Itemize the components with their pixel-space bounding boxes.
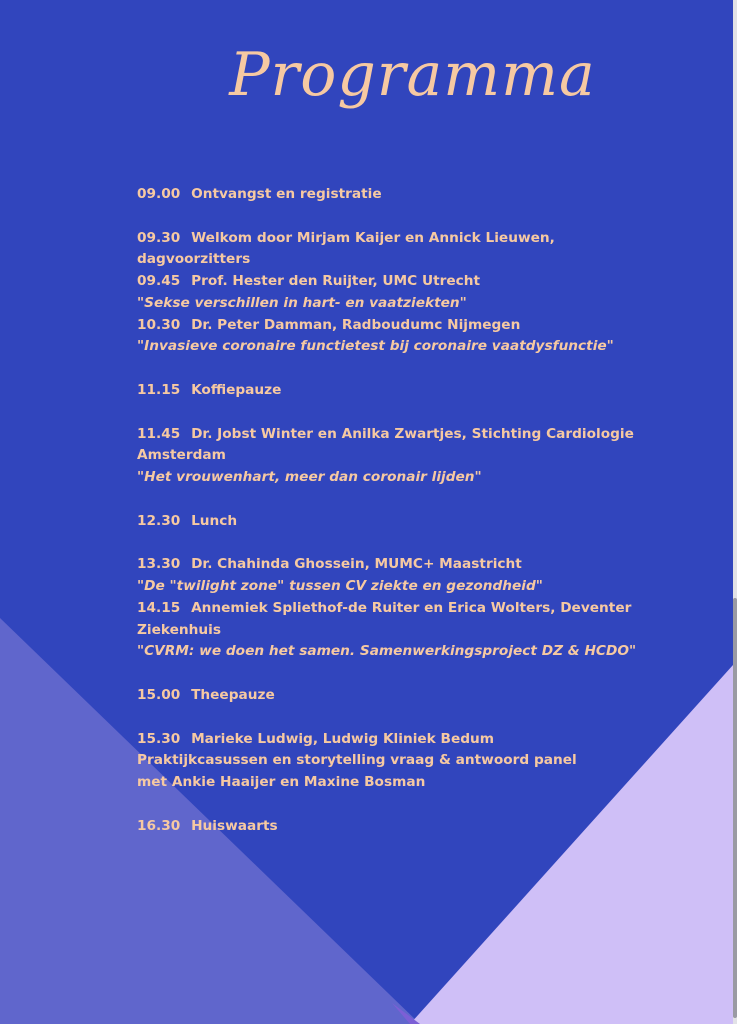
time-label: 11.15	[137, 381, 181, 398]
talk-title: "Invasieve coronaire functietest bij coronaire vaatdysfunctie"	[137, 338, 614, 355]
schedule-line	[137, 228, 717, 250]
item-text: Huiswaarts	[191, 817, 278, 834]
schedule-line	[137, 816, 717, 838]
item-text: Lunch	[191, 512, 238, 529]
item-text: Ontvangst en registratie	[191, 186, 382, 202]
schedule-line	[137, 271, 717, 293]
schedule-line: dagvoorzitters	[137, 251, 251, 268]
schedule-block	[137, 424, 717, 489]
time-label: 09.30	[137, 229, 181, 246]
item-text: Dr. Chahinda Ghossein, MUMC+ Maastricht	[191, 556, 522, 573]
time-label: 14.15	[137, 599, 181, 616]
schedule-block	[137, 228, 717, 358]
schedule-line	[137, 315, 717, 337]
schedule-line	[137, 511, 717, 533]
item-text: Theepauze	[191, 686, 275, 703]
time-label: 09.00	[137, 186, 181, 202]
item-text: Marieke Ludwig, Ludwig Kliniek Bedum	[191, 730, 495, 747]
item-text: Koffiepauze	[191, 381, 282, 398]
scrollbar[interactable]	[733, 0, 737, 1024]
item-text: Welkom door Mirjam Kaijer en Annick Lieuwen,	[191, 229, 555, 246]
schedule-line	[137, 424, 717, 446]
schedule-block	[137, 816, 717, 838]
schedule-line: Praktijkcasussen en storytelling vraag & antwoord panel	[137, 752, 577, 769]
item-text: Dr. Jobst Winter en Anilka Zwartjes, Stichting Cardiologie	[191, 425, 634, 442]
schedule-block	[137, 685, 717, 707]
item-text: Annemiek Spliethof-de Ruiter en Erica Wolters, Deventer	[191, 599, 632, 616]
time-label: 13.30	[137, 556, 181, 573]
talk-title: "Het vrouwenhart, meer dan coronair lijden"	[137, 469, 482, 486]
schedule-block	[137, 380, 717, 402]
schedule-line	[137, 184, 717, 206]
schedule-line	[137, 380, 717, 402]
time-label: 16.30	[137, 817, 181, 834]
time-label: 11.45	[137, 425, 181, 442]
schedule-line: Amsterdam	[137, 447, 226, 464]
schedule-block	[137, 729, 717, 794]
time-label: 15.00	[137, 686, 181, 703]
talk-title: "Sekse verschillen in hart- en vaatziekten"	[137, 294, 467, 311]
item-text: Dr. Peter Damman, Radboudumc Nijmegen	[191, 316, 521, 333]
schedule-block	[137, 184, 717, 206]
schedule-line: met Ankie Haaijer en Maxine Bosman	[137, 774, 426, 791]
schedule-line	[137, 598, 717, 620]
talk-title: "De "twilight zone" tussen CV ziekte en gezondheid"	[137, 578, 543, 595]
schedule-line: Ziekenhuis	[137, 621, 221, 638]
item-text: Prof. Hester den Ruijter, UMC Utrecht	[191, 273, 481, 290]
schedule-line	[137, 685, 717, 707]
schedule-line	[137, 554, 717, 576]
schedule-line	[137, 729, 717, 751]
time-label: 15.30	[137, 730, 181, 747]
time-label: 12.30	[137, 512, 181, 529]
program-schedule	[137, 184, 717, 859]
time-label: 10.30	[137, 316, 181, 333]
scrollbar-thumb[interactable]	[733, 598, 737, 1018]
time-label: 09.45	[137, 273, 181, 290]
talk-title: "CVRM: we doen het samen. Samenwerkingsproject DZ & HCDO"	[137, 643, 637, 660]
page-title: Programma	[229, 40, 596, 110]
schedule-block	[137, 511, 717, 533]
schedule-block	[137, 554, 717, 663]
